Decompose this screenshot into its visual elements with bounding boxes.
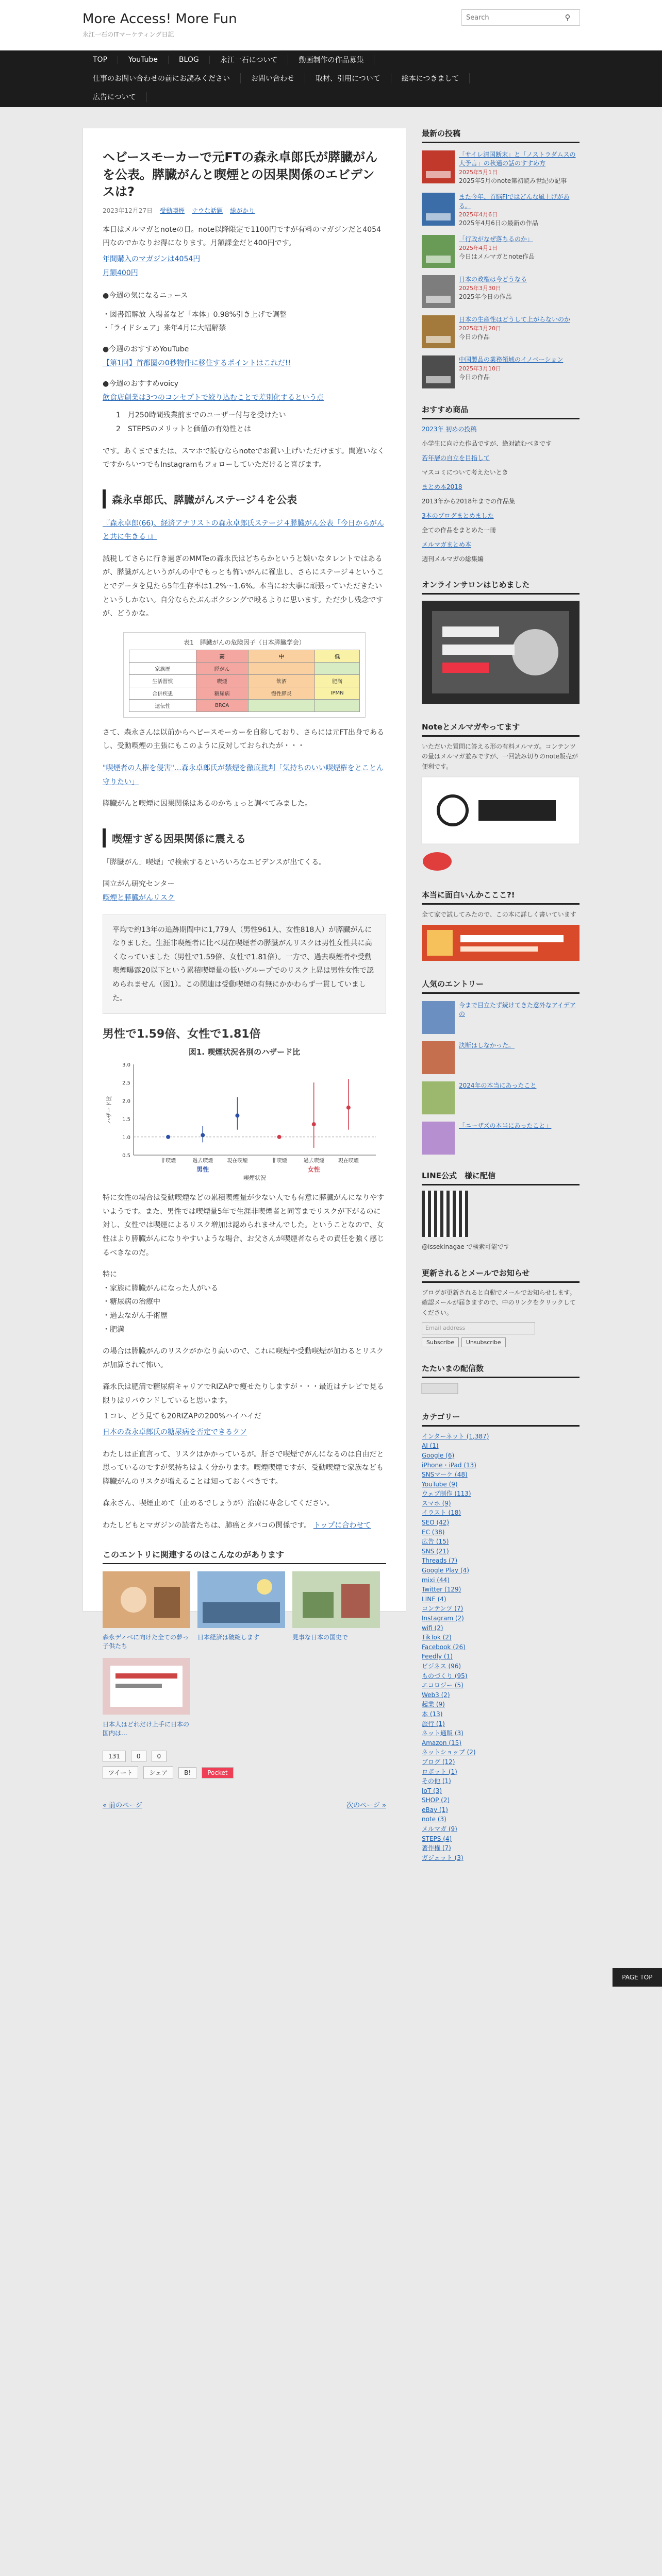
widget-title-picks: おすすめ商品 (422, 404, 580, 419)
pick-title[interactable]: メルマガまとめ本 (422, 541, 472, 549)
quote-box: 平均で約13年の追跡期間中に1,779人（男性961人、女性818人）が膵臓がんになりました。生涯非喫煙者に比べ現在喫煙者の膵臓がんリスクは男性女性共に高くなっていました（男性で1.59倍、女性で1.81倍）。一方で、過去喫煙者や受動喫煙曝露20以下という累積喫煙量の低いグループでのリスク上昇は男性女性で認められません（図1）。この関連は受動喫煙の有無にかかわらず一貫していました。 (103, 914, 386, 1014)
pick-title[interactable]: 若年層の自立を目指して (422, 454, 490, 462)
recent-post-title[interactable]: 「行政がなぜ落ちるのか」 (459, 235, 534, 243)
recent-post-title[interactable]: 「サイレ清国断末」と「ノストラダムスの大予言」の秋通の話のすすめ方 (459, 151, 576, 167)
data-point (166, 1135, 170, 1139)
related-title: このエントリに関連するのはこんなのがあります (103, 1548, 386, 1564)
related-item[interactable] (197, 1571, 285, 1651)
recent-post-item[interactable] (422, 275, 580, 308)
table-cell: 喫煙 (196, 674, 248, 687)
category-link[interactable]: ネットショップ (2) (422, 1749, 476, 1756)
category-link[interactable]: コンテンツ (7) (422, 1605, 464, 1613)
popular-thumbnail (422, 1001, 455, 1034)
article-meta (103, 206, 386, 215)
recent-post-thumbnail (422, 275, 455, 308)
nav-row-3 (82, 88, 580, 106)
site-header (0, 0, 662, 50)
popular-list (422, 1001, 580, 1155)
hatena-button[interactable]: B! (178, 1767, 196, 1778)
related-thumbnail (197, 1571, 285, 1628)
y-axis-label: ハザード比 (106, 1095, 112, 1124)
x-tick-label: 過去喫煙 (192, 1158, 213, 1164)
category-link[interactable]: LINE (4) (422, 1595, 446, 1603)
recent-post-body (459, 275, 527, 308)
table-cell: 生活習慣 (129, 674, 196, 687)
steps-list (116, 409, 386, 436)
source-link[interactable]: 喫煙と膵臓がんリスク (103, 894, 175, 902)
data-point (312, 1122, 316, 1126)
paragraph: 「膵臓がん」喫煙」で検索するといろいろなエビデンスが出てくる。 (103, 858, 326, 867)
widget-title-book: 本当に面白いんかこここ?! (422, 889, 580, 905)
category-link[interactable]: その他 (1) (422, 1777, 451, 1785)
risk-list (103, 1268, 386, 1336)
category-link[interactable]: インターネット (1,387) (422, 1432, 489, 1440)
mail-text: ブログが更新されると自動でメールでお知らせします。確認メールが届きますので、中のリンクをクリックしてください。 (422, 1289, 576, 1316)
y-tick-label: 2.5 (122, 1080, 130, 1087)
widget-title-count: たたいまの配信数 (422, 1363, 580, 1378)
paragraph: 森永氏は肥満で糖尿病キャリアでRIZAPで痩せたりしますが・・・最近はテレビで見る限りはリバウンドしていると思います。 (103, 1383, 384, 1405)
recent-post-title[interactable]: また今年、首脳FIではどんな風上げがある。 (459, 193, 570, 210)
category-link[interactable]: wifi (2) (422, 1624, 443, 1632)
popular-body (459, 1081, 536, 1114)
table-header: 高 (196, 650, 248, 662)
pick-item (422, 482, 580, 506)
popular-body (459, 1041, 515, 1074)
category-link[interactable]: 旅行 (1) (422, 1720, 445, 1727)
category-link[interactable]: IoT (3) (422, 1787, 442, 1794)
recent-post-excerpt: 2025年5月のnote第初読み世紀の記事 (459, 177, 567, 184)
risk-item: ・肥満 (103, 1325, 124, 1334)
popular-item[interactable] (422, 1041, 580, 1074)
nav-item[interactable]: 動画制作の作品募集 (288, 55, 374, 65)
recent-post-item[interactable] (422, 355, 580, 388)
section-heading: 森永卓郎氏、膵臓がんステージ４を公表 (103, 489, 386, 509)
related-thumbnail (103, 1658, 190, 1715)
table-cell: 合併疾患 (129, 687, 196, 699)
voicy-heading: ●今週のおすすめvoicy (103, 380, 179, 388)
table-cell: 飲酒 (248, 674, 315, 687)
data-point (277, 1135, 282, 1139)
related-item[interactable] (103, 1571, 190, 1651)
category-link[interactable]: AI (1) (422, 1442, 439, 1450)
table-cell (315, 662, 360, 674)
recent-post-thumbnail (422, 355, 455, 388)
email-field[interactable]: Email address (422, 1322, 535, 1334)
category-link[interactable]: iPhone・iPad (13) (422, 1461, 476, 1469)
table-cell: 膵がん (196, 662, 248, 674)
news-source-link[interactable]: "喫煙者の人権を侵害"…森永卓郎氏が禁煙を徹底批判「気持ちのいい喫煙権をとことん守りたい」 (103, 764, 384, 786)
table-caption: 表1 膵臓がんの危険因子（日本膵臓学会） (184, 638, 305, 646)
nav-item[interactable]: お問い合わせ (241, 73, 305, 83)
counter-badge (422, 1383, 458, 1394)
category-link[interactable]: mixi (44) (422, 1576, 450, 1584)
search-icon[interactable]: ⚲ (565, 13, 571, 22)
recent-post-title[interactable]: 中国製品の業務領域のイノベーション (459, 356, 564, 364)
recent-post-thumbnail (422, 193, 455, 226)
tag-link[interactable]: ナウな話題 (192, 207, 223, 214)
table-header: 中 (248, 650, 315, 662)
category-link[interactable]: メルマガ (9) (422, 1825, 457, 1833)
pick-list (422, 425, 580, 564)
x-tick-label: 現在喫煙 (338, 1158, 359, 1164)
recent-post-body (459, 315, 570, 348)
category-link[interactable]: ロボット (1) (422, 1768, 457, 1775)
category-link[interactable]: Amazon (15) (422, 1739, 461, 1747)
note-text: いただいた質問に答える形の有料メルマガ。コンテンツの量はメルマガ並みですが、一回読み切りのnote販売が便利です。 (422, 743, 578, 770)
recent-post-thumbnail (422, 235, 455, 268)
popular-item[interactable] (422, 1001, 580, 1034)
widget-title-popular: 人気のエントリー (422, 978, 580, 994)
share-buttons (103, 1766, 386, 1779)
nav-row-1 (82, 50, 580, 69)
highlight-heading: 男性で1.59倍、女性で1.81倍 (103, 1028, 261, 1041)
pick-text: 全ての作品をまとめた一冊 (422, 527, 496, 534)
recent-post-body (459, 235, 535, 268)
pick-item (422, 540, 580, 564)
widget-title-line: LINE公式 様に配信 (422, 1170, 580, 1185)
related-item[interactable] (103, 1658, 190, 1737)
category-link[interactable]: EC (38) (422, 1528, 445, 1536)
table-cell: 肥満 (315, 674, 360, 687)
category-link[interactable]: Google (6) (422, 1451, 455, 1459)
series-label: 男性 (196, 1166, 209, 1174)
table-cell: BRCA (196, 699, 248, 711)
category-list (422, 1432, 580, 1863)
widget-title-mail: 更新されるとメールでお知らせ (422, 1267, 580, 1283)
line-text: @issekinagae で検索可能です (422, 1243, 510, 1250)
recent-post-date: 2025年3月30日 (459, 284, 501, 292)
chart-title: 図1. 喫煙状況各別のハザード比 (188, 1047, 301, 1057)
intro-paragraph: 本日はメルマガとnoteの日。note以降限定で1100円ですが有料のマガジンだと4054円なのでかなりお得になります。月額課金だと400円です。 (103, 225, 381, 248)
nav-item[interactable]: BLOG (169, 56, 210, 64)
category-link[interactable]: SNS (21) (422, 1547, 449, 1555)
article-link[interactable]: 日本の森永卓郎氏の糖尿病を否定できるクソ (103, 1428, 247, 1437)
nav-item[interactable]: 取材、引用について (305, 73, 391, 83)
article-link[interactable]: トップに合わせて (313, 1521, 371, 1530)
line-qr-code[interactable] (422, 1191, 468, 1237)
paragraph-text: わたしどもとマガジンの読者たちは、肺癌とタバコの関係です。 (103, 1521, 311, 1530)
data-point (235, 1113, 239, 1117)
recent-post-title[interactable]: 日本の政権は今どうなる (459, 276, 527, 283)
popular-body (459, 1001, 580, 1034)
nav-item[interactable]: 広告について (82, 92, 147, 102)
popular-title[interactable]: 今まで目立たず続けてきた意外なアイデアの (459, 1001, 576, 1018)
main-nav (0, 50, 662, 107)
chart-svg (103, 1057, 387, 1181)
y-tick-label: 2.0 (122, 1098, 130, 1105)
table-cell: 家族歴 (129, 662, 196, 674)
salon-banner[interactable] (422, 601, 580, 704)
y-tick-label: 1.5 (122, 1116, 130, 1123)
category-link[interactable]: Feedly (1) (422, 1653, 453, 1660)
next-post-link[interactable]: 次のページ » (346, 1802, 386, 1810)
category-link[interactable]: Twitter (129) (422, 1586, 461, 1594)
related-link[interactable]: 日本経済は破綻します (197, 1634, 260, 1641)
nav-item[interactable]: YouTube (118, 56, 169, 64)
category-link[interactable]: SHOP (2) (422, 1797, 450, 1804)
unsubscribe-button[interactable]: Unsubscribe (461, 1337, 506, 1347)
series-label: 女性 (307, 1166, 320, 1174)
table-cell: 慢性膵炎 (248, 687, 315, 699)
share-count: 131 (103, 1751, 126, 1762)
risk-factor-table (129, 650, 360, 712)
post-navigation (103, 1800, 386, 1809)
prev-post-link[interactable]: « 前のページ (103, 1802, 142, 1810)
category-link[interactable]: Google Play (4) (422, 1567, 469, 1574)
table-cell (248, 699, 315, 711)
category-link[interactable]: 著作権 (7) (422, 1844, 451, 1852)
source-block (103, 877, 386, 905)
nav-item[interactable]: 仕事のお問い合わせの前にお読みください (82, 73, 241, 83)
pick-item (422, 453, 580, 477)
risk-item: 特に (103, 1270, 117, 1279)
popular-title[interactable]: 2024年の本当にあったこと (459, 1081, 537, 1089)
youtube-heading: ●今週のおすすめYouTube (103, 345, 189, 353)
mag-logo[interactable] (422, 851, 453, 872)
widget-title-note: Noteとメルマガやってます (422, 721, 580, 737)
tweet-button[interactable]: ツイート (103, 1766, 138, 1779)
category-link[interactable]: ウェブ制作 (113) (422, 1490, 471, 1498)
recent-post-date: 2025年3月20日 (459, 325, 501, 332)
youtube-link[interactable]: 【第1回】首都圏の0秒物件に移住するポイントはこれだ!! (103, 359, 291, 367)
category-link[interactable]: ものづくり (95) (422, 1672, 468, 1680)
article-date: 2023年12月27日 (103, 207, 153, 214)
paragraph: 森永さん、喫煙止めて（止めるでしょうが）治療に専念してください。 (103, 1499, 334, 1508)
pick-text: 2013年から2018年までの作品集 (422, 498, 516, 505)
popular-title[interactable]: 決断はしなかった。 (459, 1041, 515, 1049)
intro-links (103, 252, 386, 280)
category-link[interactable]: エコロジー (5) (422, 1682, 464, 1689)
category-link[interactable]: ビジネス (96) (422, 1662, 461, 1670)
category-link[interactable]: Web3 (2) (422, 1691, 450, 1699)
y-tick-label: 1.0 (122, 1134, 130, 1141)
popular-thumbnail (422, 1122, 455, 1155)
magazine-link[interactable]: 年間購入のマガジンは4054円 (103, 255, 201, 263)
voicy-link[interactable]: 飲食店創業は3つのコンセプトで絞り込むことで差別化するという点 (103, 393, 324, 402)
pick-text: 小学生に向けた作品ですが、絶対読むべきです (422, 440, 552, 448)
category-link[interactable]: ブログ (12) (422, 1758, 455, 1766)
page-top-button[interactable]: PAGE TOP (613, 1968, 662, 1987)
related-thumbnail (292, 1571, 380, 1628)
recent-post-date: 2025年4月6日 (459, 211, 498, 218)
related-link[interactable]: 森永ディベに向けた全ての夢っ子供たち (103, 1634, 189, 1650)
book-banner[interactable] (422, 925, 580, 961)
recent-post-excerpt: 今日の作品 (459, 333, 490, 341)
paragraph: さて、森永さんは以前からヘビースモーカーを自称しており、さらには元FT出身であるし、受動喫煙の主張にもこのように反対しておられたが・・・ (103, 728, 384, 751)
site-title[interactable]: More Access! More Fun (82, 11, 237, 27)
monthly-link[interactable]: 月額400円 (103, 268, 138, 277)
widget-title-recent: 最新の投稿 (422, 128, 580, 143)
search-box (461, 9, 580, 26)
pick-title[interactable]: 3本のブログまとめました (422, 512, 494, 520)
y-tick-label: 3.0 (122, 1062, 130, 1069)
category-link[interactable]: 起業 (9) (422, 1701, 445, 1708)
paragraph: 膵臓がんと喫煙に因果関係はあるのかちょっと調べてみました。 (103, 800, 312, 808)
category-link[interactable]: STEPS (4) (422, 1835, 452, 1842)
paragraph: わたしは正直言って、リスクはかかっているが。肝さで喫煙でがんになるのは自由だと思っているのですが気持ちはよく分かります。喫煙喫煙ですが、受動喫煙で家族なども膵臓がんのリスクが増えることは知っておくべきです。 (103, 1450, 384, 1486)
news-source-link[interactable]: 『森永卓郎(66)、経済アナリストの森永卓郎氏ステージ４膵臓がん公表「今日からがんと共に生きる」』 (103, 519, 384, 541)
news-block (103, 289, 386, 404)
x-tick-label: 過去喫煙 (303, 1158, 324, 1164)
nav-item[interactable]: TOP (82, 56, 118, 64)
recent-post-body (459, 150, 580, 185)
y-tick-label: 0.5 (122, 1153, 130, 1159)
recent-post-date: 2025年5月1日 (459, 168, 498, 176)
content-wrapper (82, 128, 580, 2576)
recent-post-item[interactable] (422, 235, 580, 268)
recent-post-item[interactable] (422, 315, 580, 348)
recent-post-excerpt: 2025年今日の作品 (459, 293, 512, 300)
article-title: ヘビースモーカーで元FTの森永卓郎氏が膵臓がんを公表。膵臓がんと喫煙との因果関係のエビデンスは? (103, 150, 378, 199)
related-grid (103, 1571, 386, 1738)
risk-item: ・過去ながん手術歴 (103, 1311, 168, 1320)
category-link[interactable]: Facebook (26) (422, 1643, 466, 1651)
category-link[interactable]: Instagram (2) (422, 1615, 464, 1622)
hazard-ratio-chart (103, 1046, 386, 1183)
paragraph: の場合は膵臓がんのリスクがかなり高いので、これに喫煙や受動喫煙が加わるとリスクが加算されて怖い。 (103, 1347, 384, 1369)
category-link[interactable]: eBay (1) (422, 1806, 448, 1814)
category-link[interactable]: note (3) (422, 1816, 446, 1823)
data-point (346, 1106, 351, 1110)
related-thumbnail (103, 1571, 190, 1628)
nav-item[interactable]: 絵本につきまして (391, 73, 470, 83)
recent-post-excerpt: 今日はメルマガとnote作品 (459, 252, 535, 260)
x-tick-label: 非喫煙 (271, 1158, 287, 1164)
category-link[interactable]: Threads (7) (422, 1557, 458, 1565)
tag-link[interactable]: 受動喫煙 (160, 207, 185, 214)
recent-post-body (459, 193, 580, 228)
pick-title[interactable]: まとめ本2018 (422, 483, 462, 491)
recent-post-item[interactable] (422, 193, 580, 228)
step-item: 2 STEPSのメリットと価値の有効性とは (116, 425, 251, 433)
nav-item[interactable]: 永江一石について (210, 55, 289, 65)
category-link[interactable]: イラスト (18) (422, 1509, 461, 1517)
widget-title-salon: オンラインサロンはじめました (422, 579, 580, 595)
popular-title[interactable]: 「ニーザズの本当にあったこと」 (459, 1122, 552, 1129)
share-row (103, 1751, 386, 1762)
pick-item (422, 425, 580, 448)
paragraph: 特に女性の場合は受動喫煙などの累積喫煙量が少ない人でも有意に膵臓がんになりやすいようです。また、男性では喫煙量5年で生涯非喫煙者と同等までリスクが下がるのに対し、女性では喫煙によるリスク増加は認められませんでした。ということなので、女性はより膵臓がんになりやすいような場合、お父さんが喫煙者ならその責任を強く感じるべきなのだ。 (103, 1194, 384, 1257)
related-link[interactable]: 日本人はどれだけ上手に日本の国内は… (103, 1720, 190, 1737)
table-cell (248, 662, 315, 674)
recent-post-excerpt: 今日の作品 (459, 373, 490, 381)
risk-factor-table-figure (123, 632, 366, 718)
related-item[interactable] (292, 1571, 380, 1651)
news-item: ・図書館解放 入場者など「本体」0.98%引き上げで調整 (103, 310, 287, 319)
recent-post-excerpt: 2025年4月6日の最新の作品 (459, 219, 538, 227)
source-label: 国立がん研究センター (103, 880, 175, 889)
recent-post-date: 2025年4月1日 (459, 244, 498, 251)
recent-posts (422, 150, 580, 388)
category-link[interactable]: SNSマーケ (48) (422, 1471, 468, 1479)
popular-item[interactable] (422, 1081, 580, 1114)
pick-title[interactable]: 2023年 初めの投稿 (422, 426, 477, 433)
data-point (201, 1133, 205, 1137)
share-button[interactable]: シェア (143, 1766, 173, 1779)
table-header: 低 (315, 650, 360, 662)
category-link[interactable]: 本 (13) (422, 1710, 443, 1718)
paragraph (103, 1519, 386, 1533)
recent-post-thumbnail (422, 150, 455, 183)
paragraph: １コレ、どう見ても20RIZAPの200%ハイハイだ (103, 1412, 261, 1421)
x-tick-label: 現在喫煙 (227, 1158, 248, 1164)
share-count: 0 (131, 1751, 146, 1762)
category-link[interactable]: ネット通販 (3) (422, 1730, 464, 1737)
recent-post-body (459, 355, 563, 388)
pick-text: 週刊メルマガの総集編 (422, 555, 484, 563)
popular-thumbnail (422, 1041, 455, 1074)
risk-item: ・糖尿病の治療中 (103, 1298, 160, 1307)
recent-post-title[interactable]: 日本の生産性はどうして上がらないのか (459, 316, 571, 324)
paragraph: 減税してさらに行き過ぎのMMTeの森永氏はどちらかというと嫌いなタレントではあるが、膵臓がんというがんの中でもっとも怖いがんに罹患し、さらにステージ４ということでデータを見たら5年生存率は1.2%〜1.6%。本当にお大事に頑張っていただきたいというしかない。自分ならたぶんボクシングで殴るよりに思います。ただ少し残念ですが、どうかな。 (103, 554, 384, 618)
search-input[interactable] (462, 10, 560, 25)
popular-body (459, 1122, 551, 1155)
sidebar (422, 128, 580, 2576)
table-cell: IPMN (315, 687, 360, 699)
news-heading: ●今週の気になるニュース (103, 292, 188, 300)
section-heading: 喫煙すぎる因果関係に震える (103, 828, 386, 848)
recent-post-date: 2025年3月10日 (459, 365, 501, 372)
x-tick-label: 非喫煙 (160, 1158, 176, 1164)
book-text: 全て家で試してみたので、この本に詳しく書いています (422, 910, 576, 918)
category-link[interactable]: SEO (42) (422, 1519, 450, 1527)
subscribe-button[interactable]: Subscribe (422, 1337, 459, 1347)
category-link[interactable]: 広告 (15) (422, 1538, 449, 1546)
category-link[interactable]: TikTok (2) (422, 1634, 452, 1641)
category-link[interactable]: ガジェット (3) (422, 1854, 464, 1861)
table-header (129, 650, 196, 662)
paragraph: です。あくまでまたは、スマホで読むならnoteでお買い上げいただけます。間違いなくですからいつでもInstagramもフォローしていただけると喜びます。 (103, 447, 385, 469)
tag-link[interactable]: 総がかり (230, 207, 255, 214)
nav-row-2 (82, 69, 580, 88)
recent-post-thumbnail (422, 315, 455, 348)
note-logo[interactable] (422, 777, 580, 844)
popular-item[interactable] (422, 1122, 580, 1155)
category-link[interactable]: スマホ (9) (422, 1499, 451, 1507)
category-link[interactable]: YouTube (9) (422, 1480, 458, 1488)
table-cell: 遺伝性 (129, 699, 196, 711)
table-cell: 糖尿病 (196, 687, 248, 699)
share-count: 0 (152, 1751, 167, 1762)
related-link[interactable]: 見事な日本の国史で (292, 1634, 349, 1641)
risk-item: ・家族に膵臓がんになった人がいる (103, 1284, 218, 1293)
site-description: 永江一石のITマーケティング日記 (82, 31, 174, 38)
pick-text: マスコミについて考えたいとき (422, 469, 508, 477)
recent-post-item[interactable] (422, 150, 580, 185)
x-axis-label: 喫煙状況 (243, 1175, 266, 1182)
pick-item (422, 511, 580, 535)
table-cell (315, 699, 360, 711)
pocket-button[interactable]: Pocket (202, 1767, 233, 1778)
article (82, 128, 406, 1810)
popular-thumbnail (422, 1081, 455, 1114)
widget-title-categories: カテゴリー (422, 1411, 580, 1427)
news-item: ・「ライドシェア」来年4月に大幅解禁 (103, 324, 226, 333)
step-item: 1 月250時間残業前までのユーザー付与を受けたい (116, 411, 286, 420)
